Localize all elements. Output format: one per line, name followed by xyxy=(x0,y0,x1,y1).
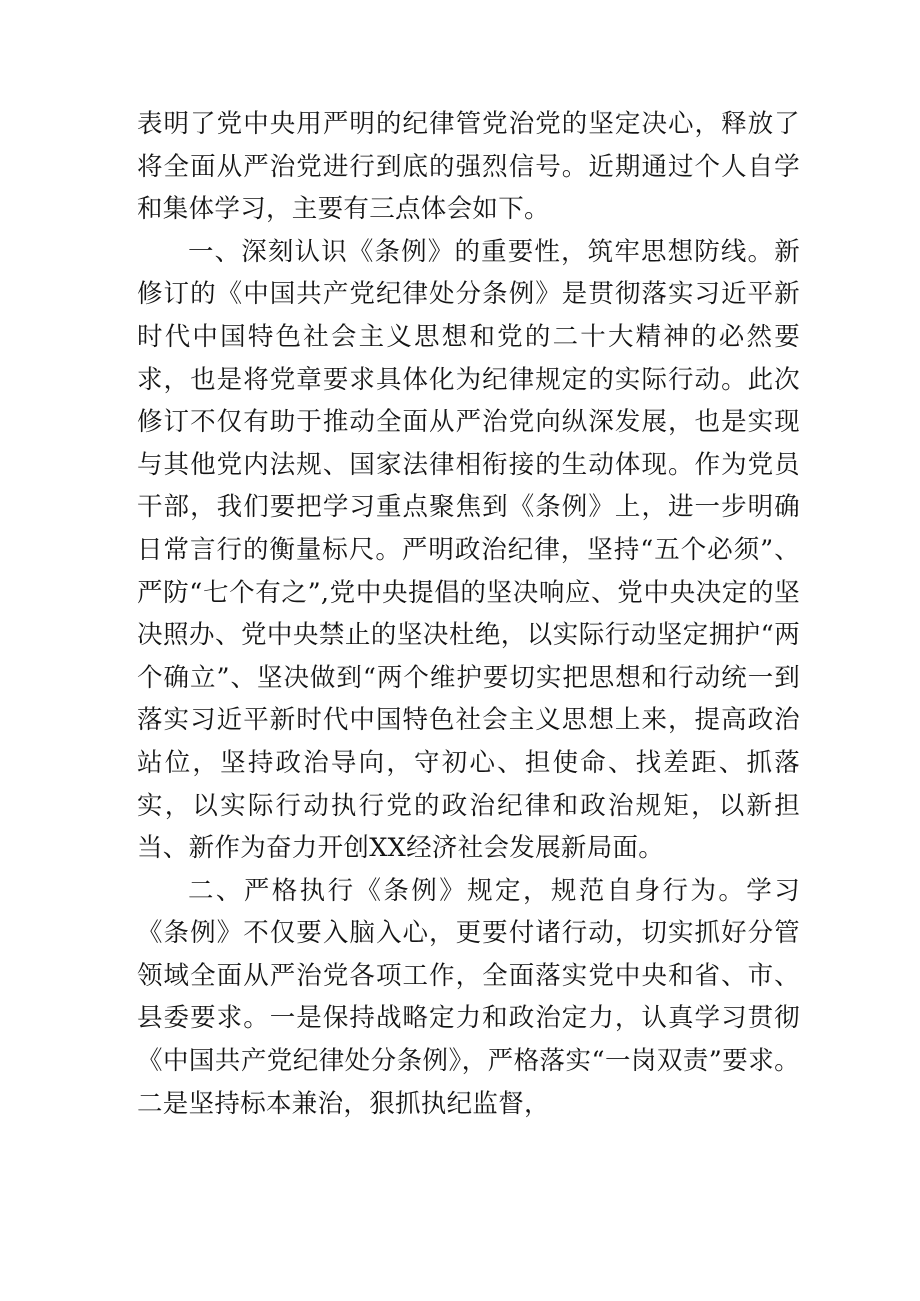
paragraph-continuation: 表明了党中央用严明的纪律管党治党的坚定决心，释放了将全面从严治党进行到底的强烈信号。近期通过个人自学和集体学习，主要有三点体会如下。 xyxy=(137,109,800,225)
paragraph-section-two: 二、严格执行《条例》规定，规范自身行为。学习《条例》不仅要入脑入心，更要付诸行动，切实抓好分管领域全面从严治党各项工作，全面落实党中央和省、市、县委要求。一是保持战略定力和政治定力，认真学习贯彻《中国共产党纪律处分条例》，严格落实“一岗双责”要求。二是坚持标本兼治，狠抓执纪监督， xyxy=(137,875,800,1119)
paragraph-section-one: 一、深刻认识《条例》的重要性，筑牢思想防线。新修订的《中国共产党纪律处分条例》是贯彻落实习近平新时代中国特色社会主义思想和党的二十大精神的必然要求，也是将党章要求具体化为纪律规定的实际行动。此次修订不仅有助于推动全面从严治党向纵深发展，也是实现与其他党内法规、国家法律相衔接的生动体现。作为党员干部，我们要把学习重点聚焦到《条例》上，进一步明确日常言行的衡量标尺。严明政治纪律，坚持“五个必须”、严防“七个有之”,党中央提倡的坚决响应、党中央决定的坚决照办、党中央禁止的坚决杜绝，以实际行动坚定拥护“两个确立”、坚决做到“两个维护要切实把思想和行动统一到落实习近平新时代中国特色社会主义思想上来，提高政治站位，坚持政治导向，守初心、担使命、找差距、抓落实，以实际行动执行党的政治纪律和政治规矩，以新担当、新作为奋力开创XX经济社会发展新局面。 xyxy=(137,236,800,864)
